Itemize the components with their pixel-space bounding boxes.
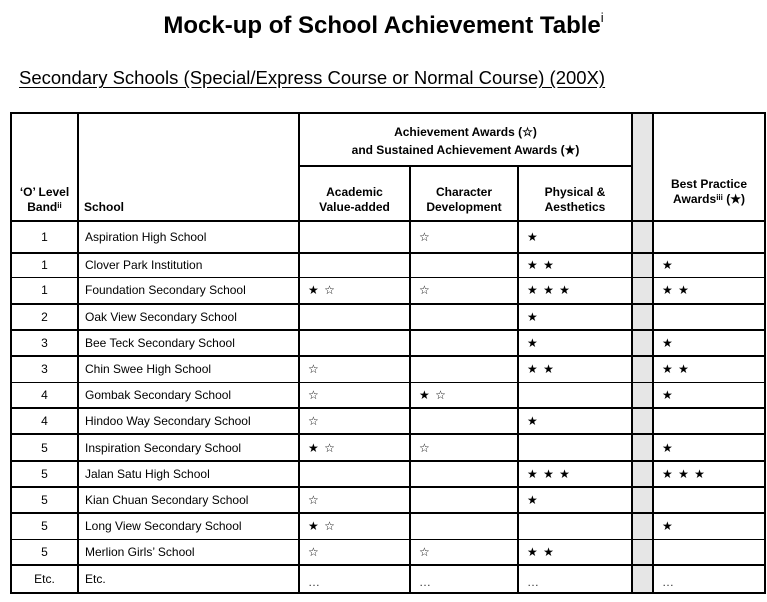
- school-name-cell: Foundation Secondary School: [78, 277, 299, 304]
- header-band-label: ‘O’ Level Band: [19, 185, 70, 214]
- school-achievement-table: [10, 112, 766, 594]
- academic-award-cell: ☆: [299, 356, 410, 382]
- table-row: [11, 461, 765, 487]
- best-practice-award-cell: [653, 304, 765, 330]
- separator-cell: [632, 434, 653, 461]
- physical-award-cell: ★ ★: [518, 253, 632, 277]
- best-practice-award-cell: [653, 539, 765, 565]
- academic-award-cell: ☆: [299, 539, 410, 565]
- separator-cell: [632, 356, 653, 382]
- separator-cell: [632, 221, 653, 253]
- physical-award-cell: ★: [518, 408, 632, 434]
- physical-award-cell: [518, 434, 632, 461]
- character-award-cell: ★ ☆: [410, 382, 518, 408]
- academic-award-cell: [299, 330, 410, 356]
- best-practice-award-cell: ★: [653, 434, 765, 461]
- best-practice-footnote-marker: iii: [716, 193, 723, 202]
- best-practice-award-cell: ★: [653, 253, 765, 277]
- band-cell: 5: [11, 539, 78, 565]
- academic-award-cell: [299, 221, 410, 253]
- band-cell: 5: [11, 513, 78, 539]
- character-award-cell: [410, 461, 518, 487]
- physical-award-cell: ★: [518, 330, 632, 356]
- band-cell: 1: [11, 221, 78, 253]
- table-row: [11, 221, 765, 253]
- school-name-cell: Clover Park Institution: [78, 253, 299, 277]
- header-band: [11, 113, 78, 221]
- best-practice-award-cell: ★: [653, 382, 765, 408]
- school-name-cell: Jalan Satu High School: [78, 461, 299, 487]
- school-name-cell: Etc.: [78, 565, 299, 593]
- table-row: [11, 382, 765, 408]
- school-name-cell: Long View Secondary School: [78, 513, 299, 539]
- table-row: [11, 539, 765, 565]
- table-row: [11, 277, 765, 304]
- best-practice-award-cell: ★: [653, 330, 765, 356]
- table-row: [11, 408, 765, 434]
- best-practice-award-cell: ★: [653, 513, 765, 539]
- physical-award-cell: ★ ★: [518, 356, 632, 382]
- character-award-cell: [410, 487, 518, 513]
- best-practice-award-cell: …: [653, 565, 765, 593]
- separator-cell: [632, 382, 653, 408]
- academic-award-cell: ★ ☆: [299, 513, 410, 539]
- header-academic: Academic Value-added: [299, 166, 410, 221]
- separator-cell: [632, 304, 653, 330]
- best-practice-award-cell: ★ ★ ★: [653, 461, 765, 487]
- physical-award-cell: ★ ★: [518, 539, 632, 565]
- band-cell: 5: [11, 461, 78, 487]
- separator-cell: [632, 277, 653, 304]
- separator-cell: [632, 513, 653, 539]
- academic-award-cell: ☆: [299, 382, 410, 408]
- school-name-cell: Hindoo Way Secondary School: [78, 408, 299, 434]
- character-award-cell: ☆: [410, 434, 518, 461]
- physical-award-cell: [518, 513, 632, 539]
- best-practice-award-cell: [653, 221, 765, 253]
- header-character: Character Development: [410, 166, 518, 221]
- best-practice-award-cell: ★ ★: [653, 356, 765, 382]
- academic-award-cell: ★ ☆: [299, 434, 410, 461]
- character-award-cell: ☆: [410, 277, 518, 304]
- school-name-cell: Oak View Secondary School: [78, 304, 299, 330]
- character-award-cell: [410, 253, 518, 277]
- band-cell: 5: [11, 434, 78, 461]
- physical-award-cell: ★: [518, 304, 632, 330]
- best-practice-award-cell: [653, 408, 765, 434]
- physical-award-cell: …: [518, 565, 632, 593]
- separator-cell: [632, 461, 653, 487]
- section-subtitle: Secondary Schools (Special/Express Course or Normal Course) (200X): [19, 67, 606, 88]
- academic-award-cell: ☆: [299, 408, 410, 434]
- school-name-cell: Inspiration Secondary School: [78, 434, 299, 461]
- character-award-cell: ☆: [410, 539, 518, 565]
- character-award-cell: [410, 330, 518, 356]
- band-cell: 4: [11, 382, 78, 408]
- best-practice-symbol: (★): [726, 192, 745, 206]
- band-cell: 3: [11, 330, 78, 356]
- header-best-practice-line1: Best Practice: [670, 177, 748, 191]
- physical-award-cell: ★: [518, 221, 632, 253]
- table-row: [11, 434, 765, 461]
- separator-cell: [632, 408, 653, 434]
- separator-cell: [632, 539, 653, 565]
- band-cell: 1: [11, 253, 78, 277]
- school-name-cell: Kian Chuan Secondary School: [78, 487, 299, 513]
- table-row: [11, 253, 765, 277]
- character-award-cell: [410, 408, 518, 434]
- band-cell: 1: [11, 277, 78, 304]
- academic-award-cell: ☆: [299, 487, 410, 513]
- separator-cell: [632, 487, 653, 513]
- band-cell: 4: [11, 408, 78, 434]
- school-name-cell: Merlion Girls’ School: [78, 539, 299, 565]
- physical-award-cell: ★ ★ ★: [518, 461, 632, 487]
- header-best-practice: [653, 113, 765, 221]
- academic-award-cell: [299, 461, 410, 487]
- band-cell: 5: [11, 487, 78, 513]
- band-footnote-marker: ii: [57, 201, 62, 210]
- character-award-cell: [410, 513, 518, 539]
- best-practice-award-cell: ★ ★: [653, 277, 765, 304]
- table-row: [11, 513, 765, 539]
- band-cell: 3: [11, 356, 78, 382]
- header-group-line1: Achievement Awards (☆): [394, 125, 537, 139]
- header-physical: Physical & Aesthetics: [518, 166, 632, 221]
- table-row: [11, 304, 765, 330]
- academic-award-cell: ★ ☆: [299, 277, 410, 304]
- academic-award-cell: …: [299, 565, 410, 593]
- separator-column: [632, 113, 653, 221]
- best-practice-award-cell: [653, 487, 765, 513]
- band-cell: Etc.: [11, 565, 78, 593]
- band-cell: 2: [11, 304, 78, 330]
- school-name-cell: Gombak Secondary School: [78, 382, 299, 408]
- page-title-text: Mock-up of School Achievement Table: [163, 12, 601, 39]
- table-row: [11, 356, 765, 382]
- table-row: [11, 565, 765, 593]
- academic-award-cell: [299, 304, 410, 330]
- school-name-cell: Chin Swee High School: [78, 356, 299, 382]
- school-name-cell: Bee Teck Secondary School: [78, 330, 299, 356]
- page-title: [0, 12, 767, 40]
- separator-cell: [632, 330, 653, 356]
- header-group-line2: and Sustained Achievement Awards (★): [351, 143, 580, 157]
- title-footnote-marker: i: [600, 10, 604, 25]
- character-award-cell: …: [410, 565, 518, 593]
- character-award-cell: [410, 356, 518, 382]
- table-row: [11, 487, 765, 513]
- physical-award-cell: [518, 382, 632, 408]
- academic-award-cell: [299, 253, 410, 277]
- physical-award-cell: ★ ★ ★: [518, 277, 632, 304]
- table-row: [11, 330, 765, 356]
- header-best-practice-line2: Awards: [673, 192, 717, 206]
- character-award-cell: [410, 304, 518, 330]
- physical-award-cell: ★: [518, 487, 632, 513]
- school-name-cell: Aspiration High School: [78, 221, 299, 253]
- separator-cell: [632, 253, 653, 277]
- header-school: School: [78, 113, 299, 221]
- character-award-cell: ☆: [410, 221, 518, 253]
- header-awards-group: [299, 113, 632, 166]
- separator-cell: [632, 565, 653, 593]
